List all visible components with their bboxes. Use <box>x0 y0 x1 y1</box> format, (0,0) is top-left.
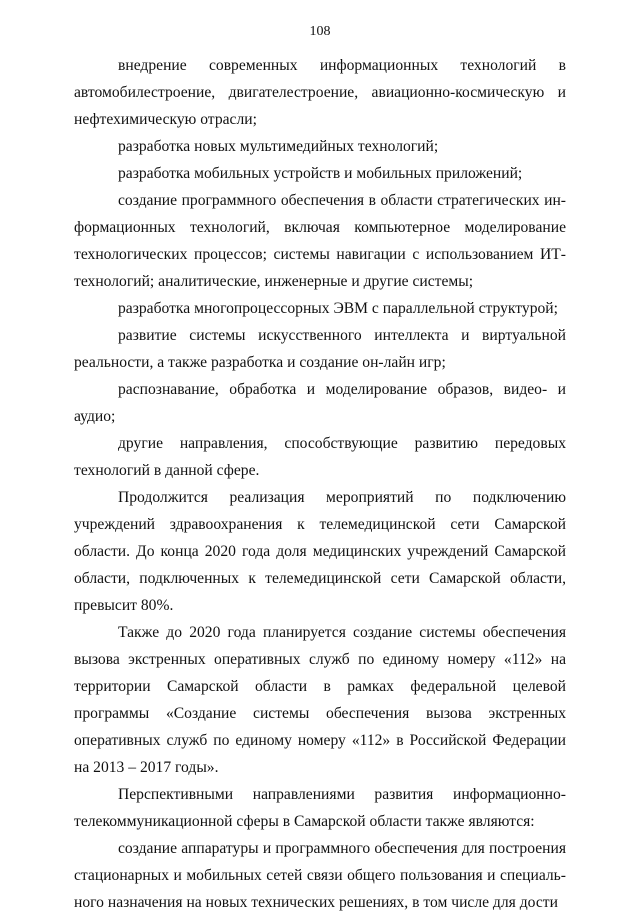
paragraph: Также до 2020 года планируется создание системы обеспечения вызова экстренных оперативных служб по единому номеру «112» на территории Самарской области в рамках федеральной целевой программы «Создание системы обеспечения вызова экстренных оперативных служб по единому номеру «112» в Российской Федерации на 2013 – 2017 годы». <box>74 624 566 776</box>
paragraph: распознавание, обработка и моделирование образов, видео- и аудио; <box>74 381 566 425</box>
paragraph: другие направления, способствующие развитию передовых технологий в данной сфере. <box>74 435 566 479</box>
paragraph: создание аппаратуры и программного обеспечения для построения стационарных и мобильных сетей связи общего пользования и специального назначения на новых технических решениях, в том числе для дости <box>74 840 566 911</box>
paragraph: создание программного обеспечения в области стратегических информационных технологий, включая компьютерное моделирование технологических процессов; системы навигации с использованием ИТ-технологий; аналитические, инженерные и другие системы; <box>74 192 566 290</box>
paragraph: разработка многопроцессорных ЭВМ с параллельной структурой; <box>118 300 558 317</box>
paragraph: развитие системы искусственного интеллекта и виртуальной реальности, а также разработка и создание он-лайн игр; <box>74 327 566 371</box>
paragraph: Перспективными направлениями развития информационно-телекоммуникационной сферы в Самарской области также являются: <box>74 786 566 830</box>
page-number: 108 <box>309 24 331 39</box>
paragraph: Продолжится реализация мероприятий по подключению учреждений здравоохранения к телемедицинской сети Самарской области. До конца 2020 года доля медицинских учреждений Самарской области, подключенных к телемедицинской сети Самарской области, превысит 80%. <box>74 489 566 614</box>
paragraph: разработка новых мультимедийных технологий; <box>118 138 439 155</box>
paragraph: разработка мобильных устройств и мобильных приложений; <box>118 165 523 182</box>
body-text <box>74 52 566 916</box>
paragraph: внедрение современных информационных технологий в автомобилестроение, двигателестроение, авиационно-космическую и нефтехимическую отрасли; <box>74 57 566 128</box>
